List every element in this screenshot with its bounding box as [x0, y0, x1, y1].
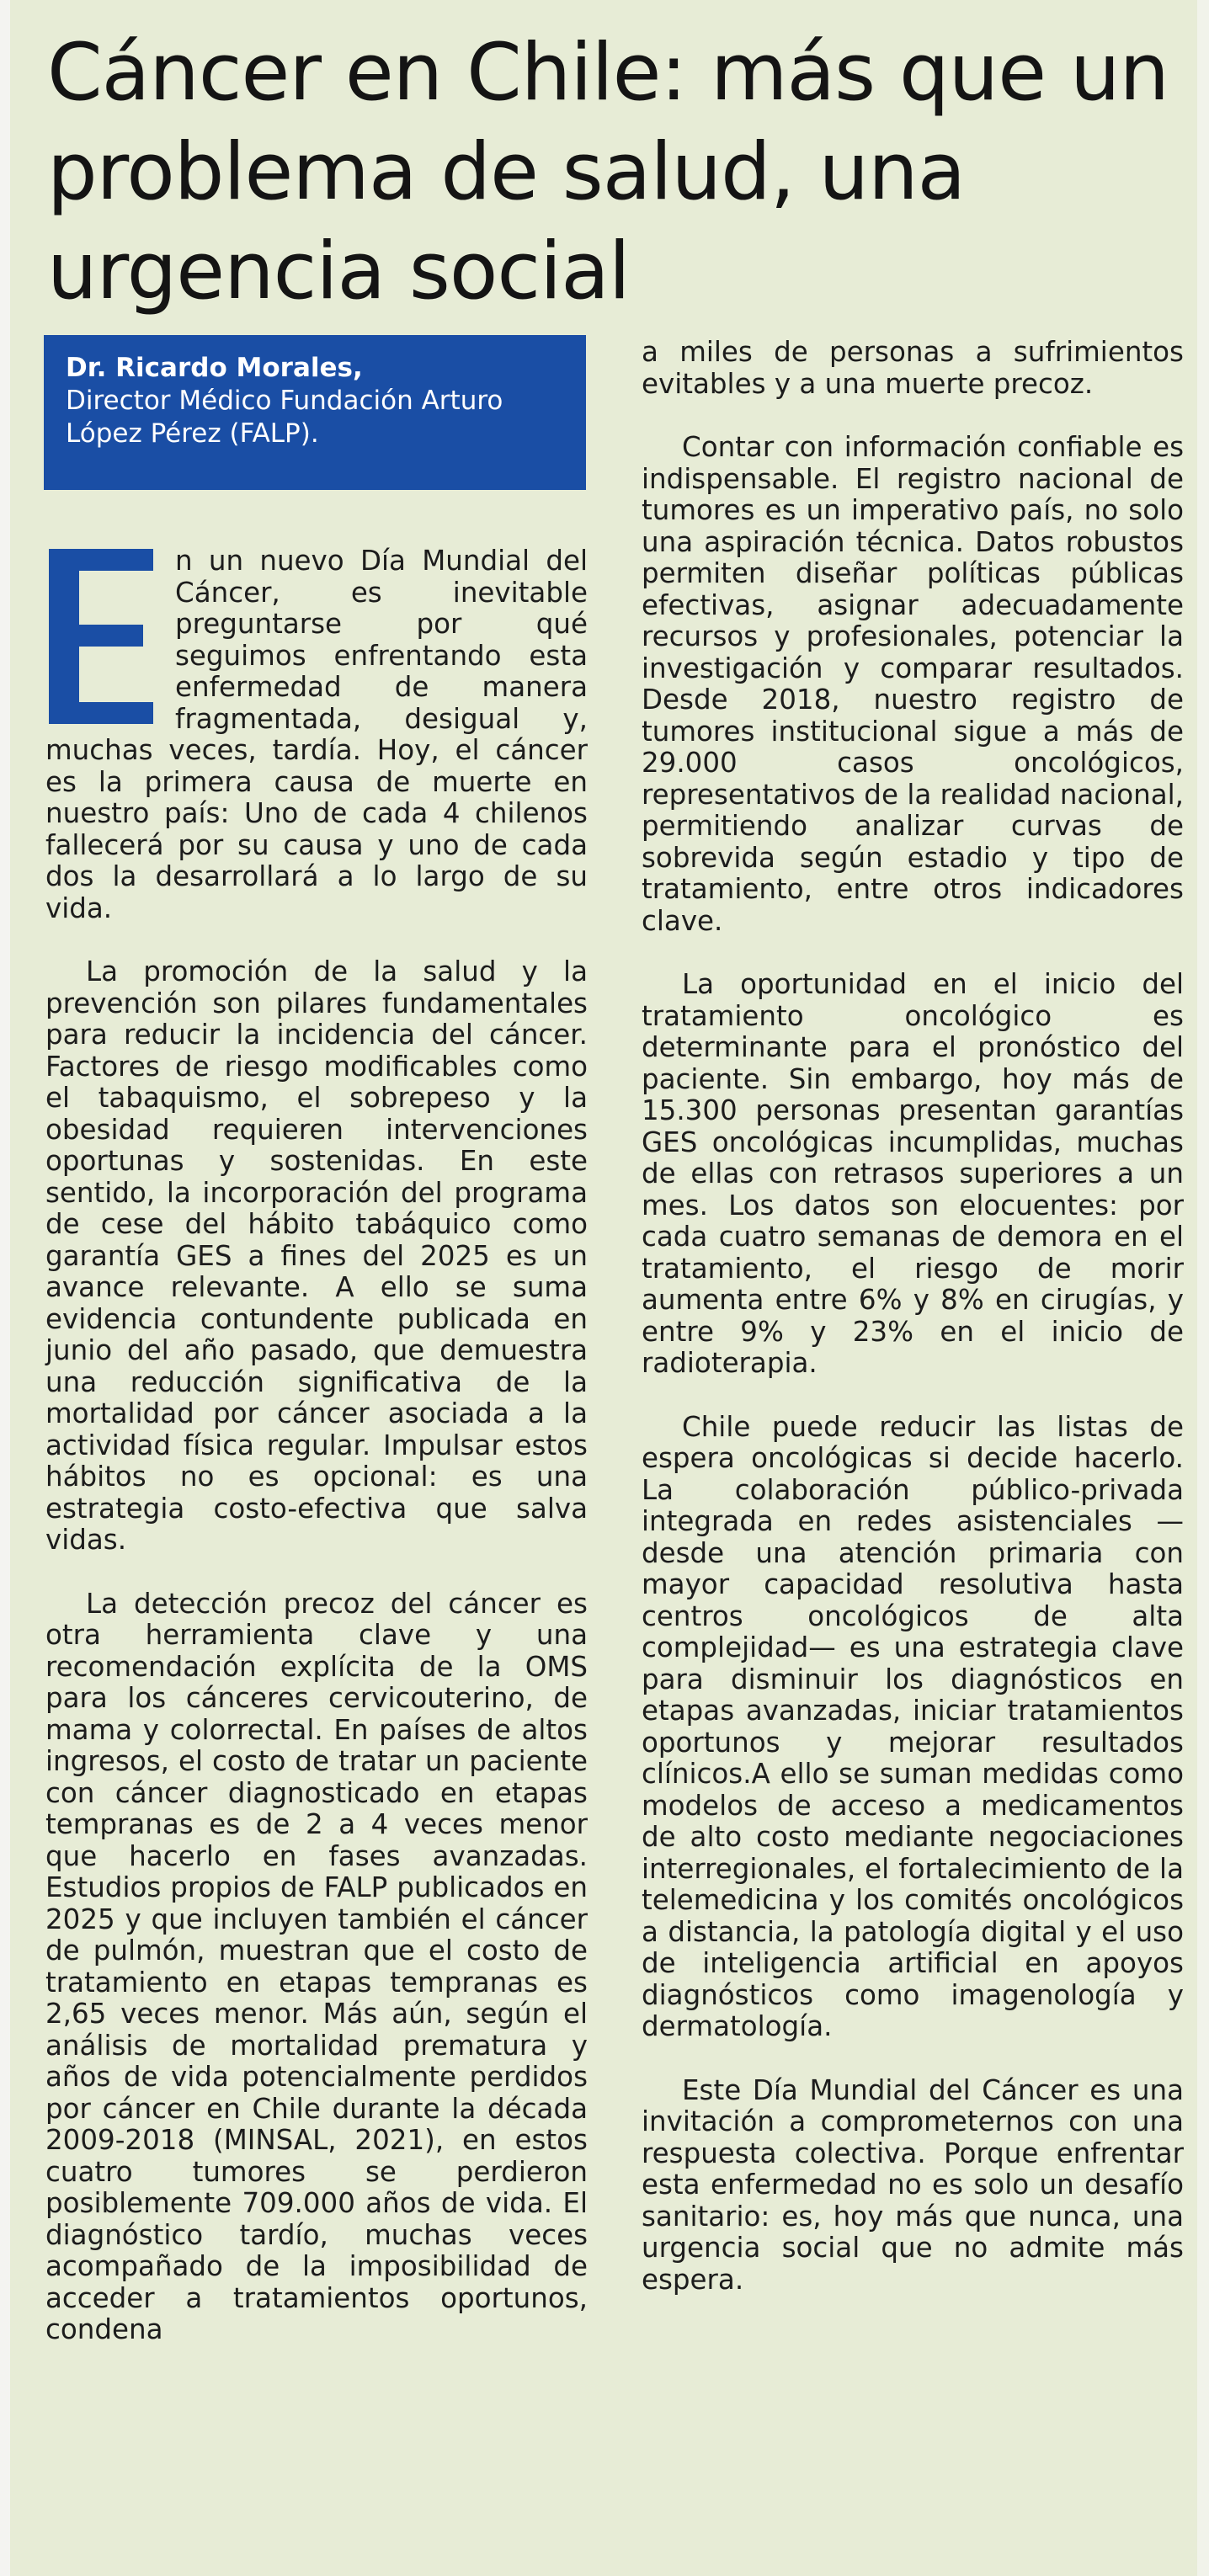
- right-column: [642, 337, 1184, 2328]
- paragraph-early-detection: La detección precoz del cáncer es otra herramienta clave y una recomendación explícita de la OMS para los cánceres cervicouterino, de mama y colorrectal. En países de altos ingresos, el costo de tratar un paciente con cáncer diagnosticado en etapas tempranas es de 2 a 4 veces menor que hacerlo en fases avanzadas. Estudios propios de FALP publicados en 2025 y que incluyen también el cáncer de pulmón, muestran que el costo de tratamiento en etapas tempranas es 2,65 veces menor. Más aún, según el análisis de mortalidad prematura y años de vida potencialmente perdidos por cáncer en Chile durante la década 2009-2018 (MINSAL, 2021), en estos cuatro tumores se perdieron posiblemente 709.000 años de vida. El diagnóstico tardío, muchas veces acompañado de la imposibilidad de acceder a tratamientos oportunos, condena: [45, 1587, 588, 2345]
- drop-cap-letter: [45, 546, 157, 726]
- author-name: Dr. Ricardo Morales,: [66, 353, 363, 383]
- paragraph-closing: Este Día Mundial del Cáncer es una invitación a comprometernos con una respuesta colectiva. Porque enfrentar esta enfermedad no es solo un desafío sanitario: es, hoy más que nunca, una urgencia social que no admite más espera.: [642, 2073, 1184, 2296]
- paragraph-prevention: La promoción de la salud y la prevención son pilares fundamentales para reducir la incidencia del cáncer. Factores de riesgo modificables como el tabaquismo, el sobrepeso y la obesidad requieren intervenciones oportunas y sostenidas. En este sentido, la incorporación del programa de cese del hábito tabáquico como garantía GES a fines del 2025 es un avance relevante. A ello se suma evidencia contundente publicada en junio del año pasado, que demuestra una reducción significativa de la mortalidad por cáncer asociada a la actividad física regular. Impulsar estos hábitos no es opcional: es una estrategia costo-efectiva que salva vidas.: [45, 955, 588, 1556]
- paragraph-registry: Contar con información confiable es indispensable. El registro nacional de tumores es un imperativo país, no solo una aspiración técnica. Datos robustos permiten diseñar políticas públicas efectivas, asignar adecuadamente recursos y profesionales, potenciar la investigación y comparar resultados. Desde 2018, nuestro registro de tumores institucional sigue a más de 29.000 casos oncológicos, representativos de la realidad nacional, permitiendo analizar curvas de sobrevida según estadio y tipo de tratamiento, entre otros indicadores clave.: [642, 431, 1184, 937]
- paragraph-waiting-lists: Chile puede reducir las listas de espera oncológicas si decide hacerlo. La colaboración público-privada integrada en redes asistenciales —desde una atención primaria con mayor capacidad resolutiva hasta centros oncológicos de alta complejidad— es una estrategia clave para disminuir los diagnósticos en etapas avanzadas, iniciar tratamientos oportunos y mejorar resultados clínicos.A ello se suman medidas como modelos de acceso a medicamentos de alto costo mediante negociaciones interregionales, el fortalecimiento de la telemedicina y los comités oncológicos a distancia, la patología digital y el uso de inteligencia artificial en apoyos diagnósticos como imagenología y dermatología.: [642, 1410, 1184, 2042]
- left-column: [45, 546, 588, 2378]
- paragraph-continuation: a miles de personas a sufrimientos evitables y a una muerte precoz.: [642, 336, 1184, 400]
- author-box: [44, 335, 586, 490]
- article-headline: Cáncer en Chile: más que un problema de salud, una urgencia social: [47, 27, 1169, 317]
- author-role: Director Médico Fundación Arturo López Pérez (FALP).: [66, 386, 503, 449]
- paragraph-intro: [45, 546, 588, 924]
- drop-cap: [45, 546, 157, 726]
- paragraph-treatment-timing: La oportunidad en el inicio del tratamiento oncológico es determinante para el pronóstico del paciente. Sin embargo, hoy más de 15.300 personas presentan garantías GES oncológicas incumplidas, muchas de ellas con retrasos superiores a un mes. Los datos son elocuentes: por cada cuatro semanas de demora en el tratamiento, el riesgo de morir aumenta entre 6% y 8% en cirugías, y entre 9% y 23% en el inicio de radioterapia.: [642, 968, 1184, 1379]
- paragraph-intro-text: n un nuevo Día Mundial del Cáncer, es inevitable preguntarse por qué seguimos enfrentando esta enfermedad de manera fragmentada, desigual y, muchas veces, tardía. Hoy, el cáncer es la primera causa de muerte en nuestro país: Uno de cada 4 chilenos fallecerá por su causa y uno de cada dos la desarrollará a lo largo de su vida.: [45, 545, 588, 924]
